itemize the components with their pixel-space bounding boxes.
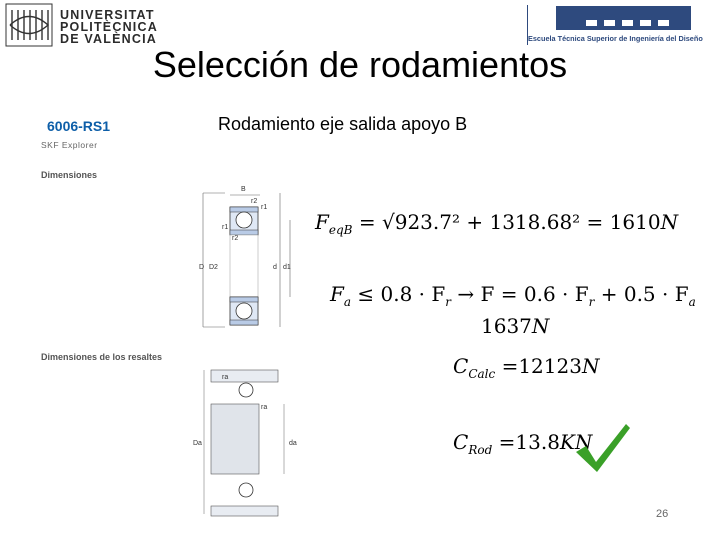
- school-name: Escuela Técnica Superior de Ingeniería del Diseño: [528, 34, 703, 43]
- equation-c-calc: [453, 354, 599, 381]
- eq2-rhs: → F = 0.6 · F: [457, 282, 589, 306]
- abutment-heading: Dimensiones de los resaltes: [41, 352, 163, 362]
- dim-label-d1: d1: [283, 264, 291, 271]
- upv-emblem-icon: [0, 0, 60, 50]
- eq2-text: ≤ 0.8 · F: [357, 282, 446, 306]
- dim-label-D2: D2: [209, 264, 218, 271]
- dim-label-D: D: [199, 264, 205, 271]
- dim-label-ra-inner: ra: [261, 404, 268, 411]
- ccalc-value: =12123: [501, 354, 582, 378]
- equation-equivalent-force: [315, 210, 678, 237]
- eq1-lhs: F: [315, 210, 329, 234]
- abutment-drawing: [188, 368, 303, 518]
- etsid-logo-bar: [556, 6, 691, 30]
- crod-label: C: [453, 430, 469, 454]
- dim-label-r2-top: r2: [251, 198, 258, 205]
- eq2-line2: 1637: [481, 314, 532, 338]
- page-number: 26: [656, 508, 669, 520]
- dim-label-B: B: [241, 186, 246, 193]
- eq2-line2-unit: N: [531, 314, 550, 338]
- university-name-line-3: DE VALÈNCIA: [60, 32, 158, 46]
- dim-label-Da: Da: [193, 440, 202, 447]
- dimensions-heading: Dimensiones: [41, 170, 98, 180]
- eq1-unit: N: [660, 210, 679, 234]
- eq2-sub-a-1: a: [343, 295, 352, 309]
- dim-label-r1-left: r1: [222, 224, 229, 231]
- eq2-fa: F: [330, 282, 344, 306]
- green-check-icon: [572, 420, 632, 476]
- equation-axial-condition: [330, 282, 696, 309]
- eq2-sub-r-1: r: [445, 295, 452, 309]
- university-name-line-2: POLITÈCNICA: [60, 20, 158, 34]
- eq2-tail: + 0.5 · F: [600, 282, 689, 306]
- university-name-line-1: UNIVERSITAT: [60, 8, 155, 22]
- slide-subtitle: Rodamiento eje salida apoyo B: [218, 114, 468, 134]
- ccalc-label: C: [453, 354, 469, 378]
- dim-label-r1-top: r1: [261, 204, 268, 211]
- crod-sub: Rod: [468, 443, 493, 457]
- equation-axial-result: [481, 314, 549, 338]
- bearing-code: 6006-RS1: [47, 118, 111, 134]
- eq2-sub-a-2: a: [688, 295, 696, 309]
- skf-source: SKF Explorer: [41, 140, 98, 150]
- dim-label-r2-left: r2: [232, 235, 239, 242]
- crod-value: =13.8: [498, 430, 560, 454]
- dim-label-d: d: [273, 264, 277, 271]
- dim-label-da: da: [289, 440, 297, 447]
- dim-label-ra-top: ra: [222, 374, 229, 381]
- crod-unit: KN: [559, 430, 593, 454]
- eq1-body: = √923.7² + 1318.68² = 1610: [358, 210, 661, 234]
- etsid-logo-icon: [556, 6, 691, 30]
- university-name: [60, 9, 158, 45]
- slide-title: Selección de rodamientos: [152, 44, 568, 85]
- eq2-sub-r-2: r: [588, 295, 595, 309]
- ccalc-unit: N: [581, 354, 600, 378]
- eq1-lhs-sub: eqB: [328, 223, 353, 237]
- bearing-section-drawing: [195, 185, 305, 335]
- ccalc-sub: Calc: [468, 367, 496, 381]
